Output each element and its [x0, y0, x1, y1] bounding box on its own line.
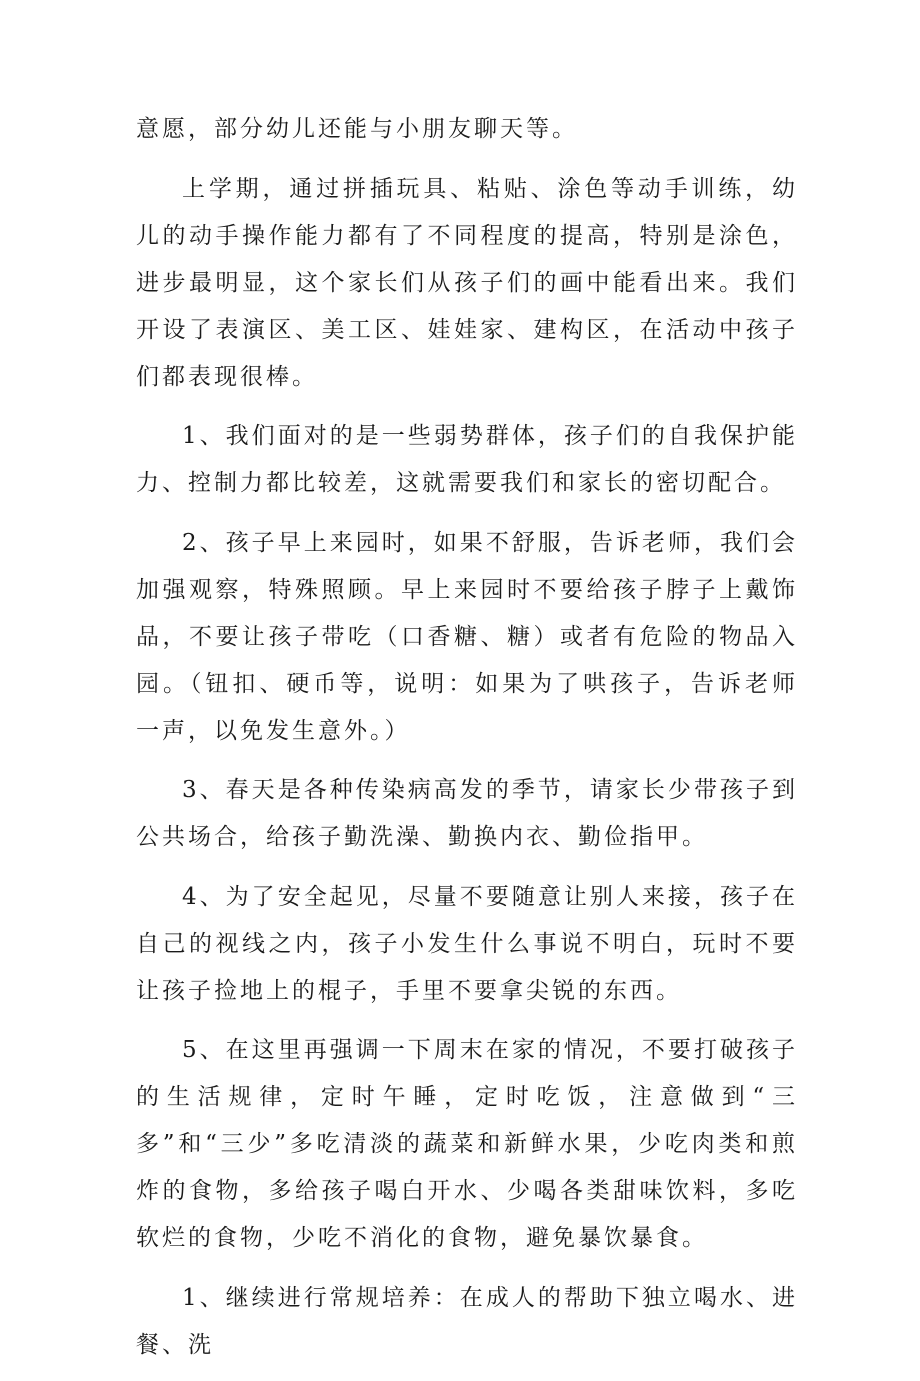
document-body — [136, 106, 798, 1381]
paragraph-item-3: 3、春天是各种传染病高发的季节，请家长少带孩子到公共场合，给孩子勤洗澡、勤换内衣、勤俭指甲。 — [136, 777, 798, 850]
paragraph-item-5: 5、在这里再强调一下周末在家的情况，不要打破孩子的生活规律，定时午睡，定时吃饭，注意做到“三多”和“三少”多吃清淡的蔬菜和新鲜水果，少吃肉类和煎炸的食物，多给孩子喝白开水、少喝各类甜味饮料，多吃软烂的食物，少吃不消化的食物，避免暴饮暴食。 — [136, 1037, 798, 1251]
paragraph-plan-item-1: 1、继续进行常规培养：在成人的帮助下独立喝水、进餐、洗 — [136, 1284, 798, 1358]
paragraph-item-1: 1、我们面对的是一些弱势群体，孩子们的自我保护能力、控制力都比较差，这就需要我们和家长的密切配合。 — [136, 423, 798, 496]
paragraph-item-4: 4、为了安全起见，尽量不要随意让别人来接，孩子在自己的视线之内，孩子小发生什么事说不明白，玩时不要让孩子捡地上的棍子，手里不要拿尖锐的东西。 — [136, 883, 798, 1004]
paragraph-last-semester: 上学期，通过拼插玩具、粘贴、涂色等动手训练，幼儿的动手操作能力都有了不同程度的提高，特别是涂色，进步最明显，这个家长们从孩子们的画中能看出来。我们开设了表演区、美工区、娃娃家、建构区，在活动中孩子们都表现很棒。 — [136, 175, 798, 390]
paragraph-continuation: 意愿，部分幼儿还能与小朋友聊天等。 — [136, 116, 578, 142]
paragraph-item-2: 2、孩子早上来园时，如果不舒服，告诉老师，我们会加强观察，特殊照顾。早上来园时不要给孩子脖子上戴饰品，不要让孩子带吃（口香糖、糖）或者有危险的物品入园。（钮扣、硬币等，说明：如果为了哄孩子，告诉老师一声，以免发生意外。） — [136, 529, 798, 744]
